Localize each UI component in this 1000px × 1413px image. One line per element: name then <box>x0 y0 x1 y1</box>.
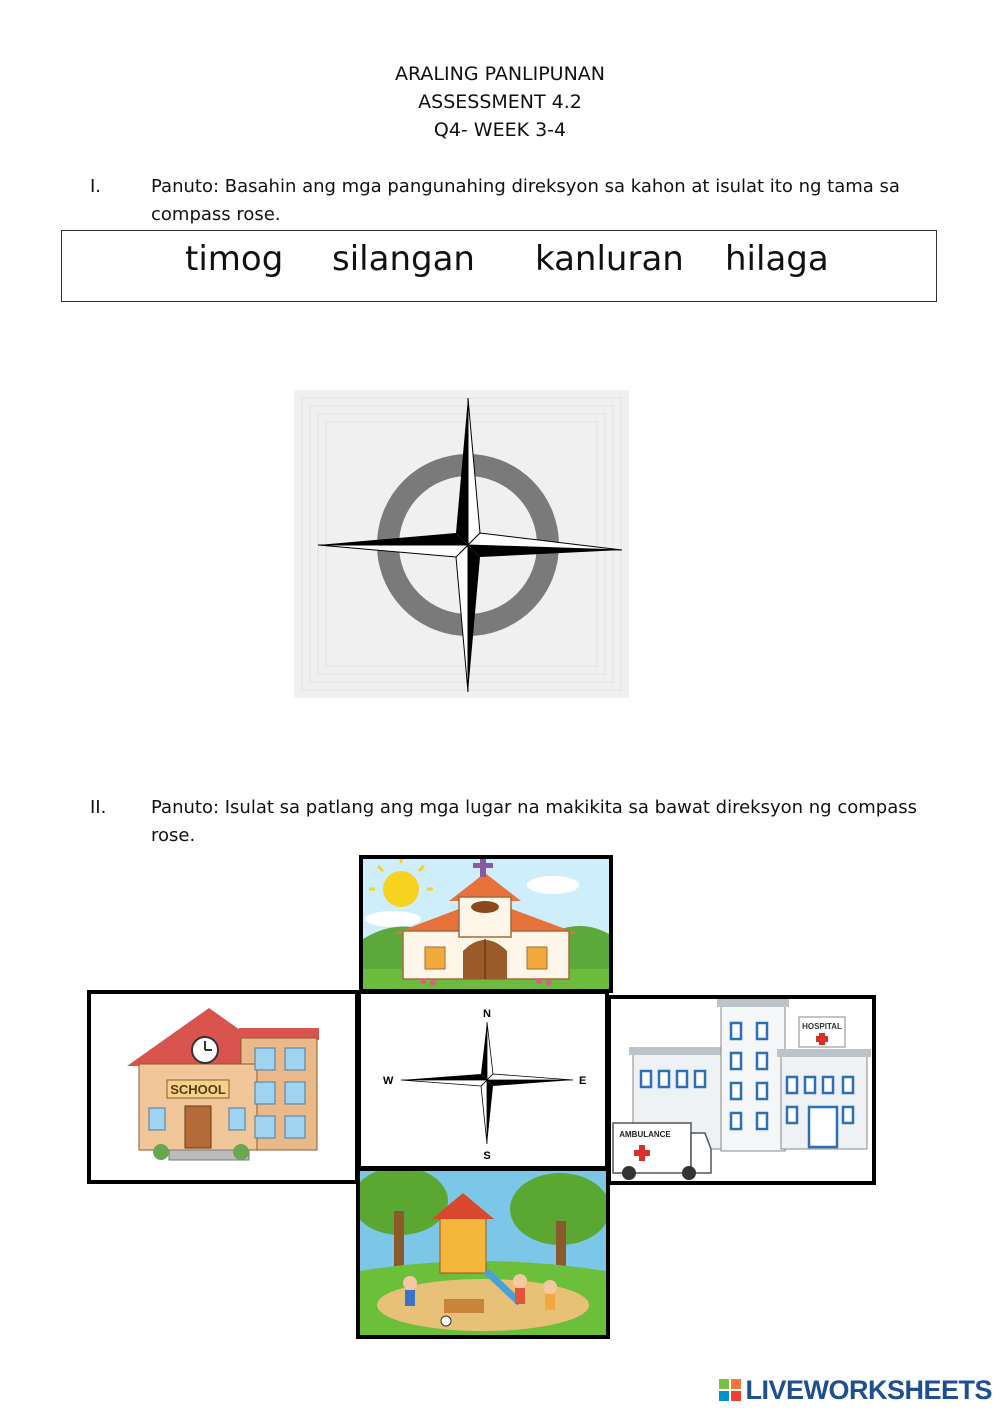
hospital-sign: HOSPITAL <box>802 1022 842 1031</box>
liveworksheets-logo-icon <box>719 1379 741 1401</box>
brand-text: LIVEWORKSHEETS <box>745 1374 992 1405</box>
playground-tile <box>356 1167 610 1339</box>
part1-number: I. <box>90 176 102 197</box>
school-icon <box>91 994 355 1180</box>
word-silangan: silangan <box>332 239 475 279</box>
hospital-tile <box>607 995 876 1185</box>
compass-label-w: W <box>383 1075 394 1087</box>
compass-label-e: E <box>579 1075 587 1087</box>
word-kanluran: kanluran <box>535 239 684 279</box>
center-compass-tile <box>357 990 609 1170</box>
part2-text: Panuto: Isulat sa patlang ang mga lugar na makikita sa bawat direksyon ng compass rose. <box>151 797 917 846</box>
part2-number: II. <box>90 797 107 818</box>
compass-label-s: S <box>483 1150 491 1162</box>
compass-nesw-icon <box>361 994 605 1166</box>
school-tile <box>87 990 359 1184</box>
word-hilaga: hilaga <box>725 239 829 279</box>
liveworksheets-logo <box>719 1375 992 1405</box>
playground-icon <box>360 1171 606 1335</box>
compass-label-n: N <box>483 1008 491 1020</box>
assessment-title: ASSESSMENT 4.2 <box>418 91 582 113</box>
school-sign: SCHOOL <box>170 1082 226 1097</box>
compass-rose-icon <box>294 390 629 698</box>
word-box <box>61 230 937 302</box>
quarter-week: Q4- WEEK 3-4 <box>433 119 567 141</box>
word-timog: timog <box>185 239 284 279</box>
worksheet-header <box>0 60 1000 144</box>
ambulance-sign: AMBULANCE <box>619 1130 671 1139</box>
compass-rose-image <box>294 390 629 698</box>
part1-text: Panuto: Basahin ang mga pangunahing direksyon sa kahon at isulat ito ng tama sa compass rose. <box>151 176 900 225</box>
church-tile <box>359 855 613 993</box>
subject-title: ARALING PANLIPUNAN <box>394 63 606 85</box>
church-icon <box>363 859 609 989</box>
hospital-icon <box>611 999 872 1181</box>
